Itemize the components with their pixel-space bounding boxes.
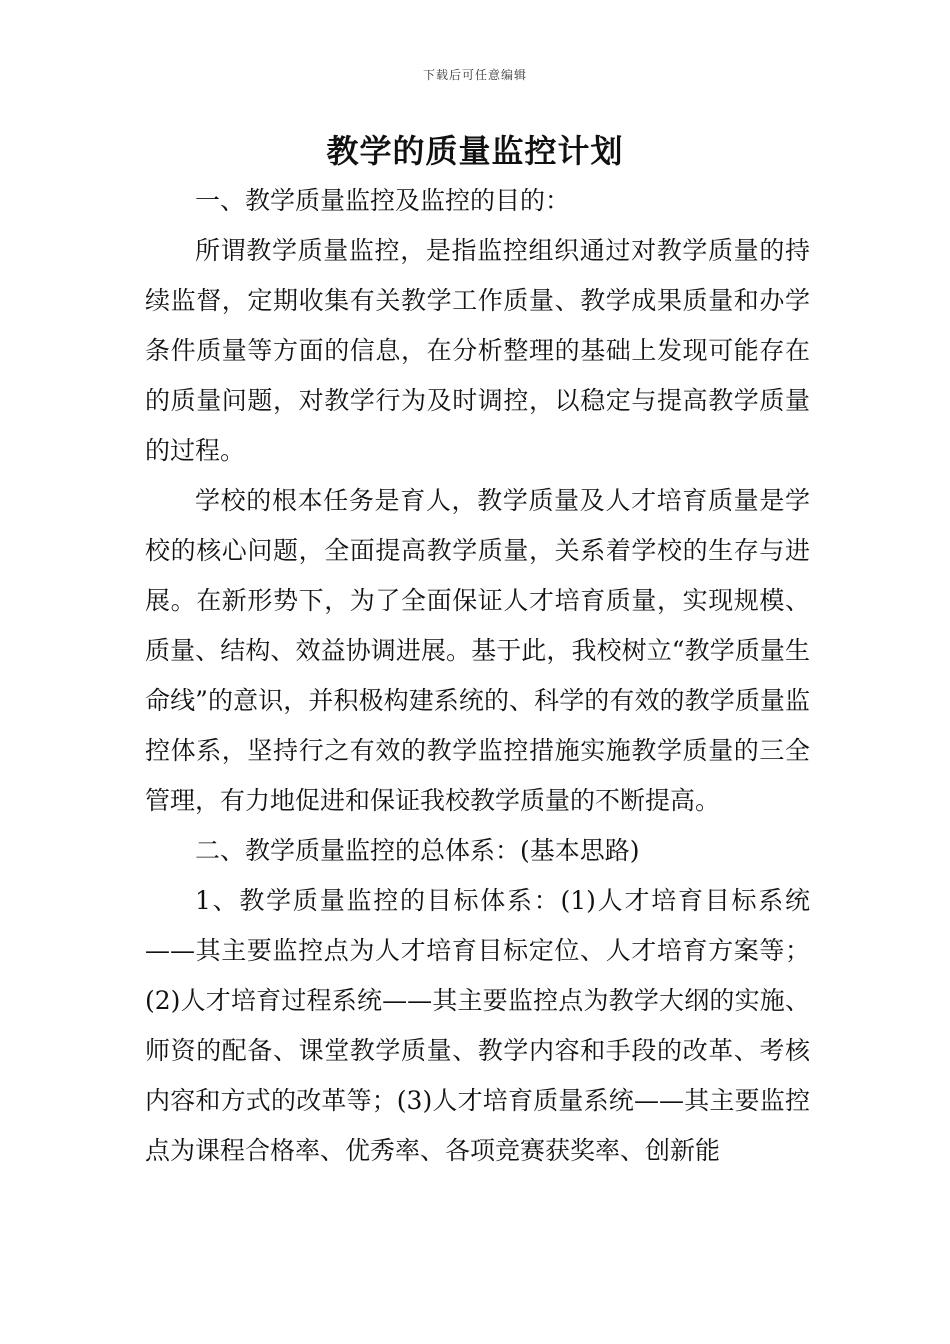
paragraph-definition: 所谓教学质量监控，是指监控组织通过对教学质量的持续监督，定期收集有关教学工作质量、教学成果质量和办学条件质量等方面的信息，在分析整理的基础上发现可能存在的质量问题，对教学行为及时调控，以稳定与提高教学质量的过程。 [145, 236, 810, 465]
section-heading-purpose: 一、教学质量监控及监控的目的： [195, 186, 571, 215]
document-body [145, 176, 810, 1176]
section-heading-system: 二、教学质量监控的总体系：(基本思路) [195, 836, 640, 865]
document-title: 教学的质量监控计划 [326, 132, 624, 170]
paragraph-target-system: 1、教学质量监控的目标体系：(1)人才培育目标系统——其主要监控点为人才培育目标定位、人才培育方案等；(2)人才培育过程系统——其主要监控点为教学大纲的实施、师资的配备、课堂教学质量、教学内容和手段的改革、考核内容和方式的改革等；(3)人才培育质量系统——其主要监控点为课程合格率、优秀率、各项竞赛获奖率、创新能 [145, 886, 810, 1165]
header-note: 下载后可任意编辑 [422, 68, 527, 82]
paragraph-school-mission: 学校的根本任务是育人，教学质量及人才培育质量是学校的核心问题，全面提高教学质量，关系着学校的生存与进展。在新形势下，为了全面保证人才培育质量，实现规模、质量、结构、效益协调进展。基于此，我校树立“教学质量生命线”的意识，并积极构建系统的、科学的有效的教学质量监控体系，坚持行之有效的教学监控措施实施教学质量的三全管理，有力地促进和保证我校教学质量的不断提高。 [145, 486, 810, 815]
